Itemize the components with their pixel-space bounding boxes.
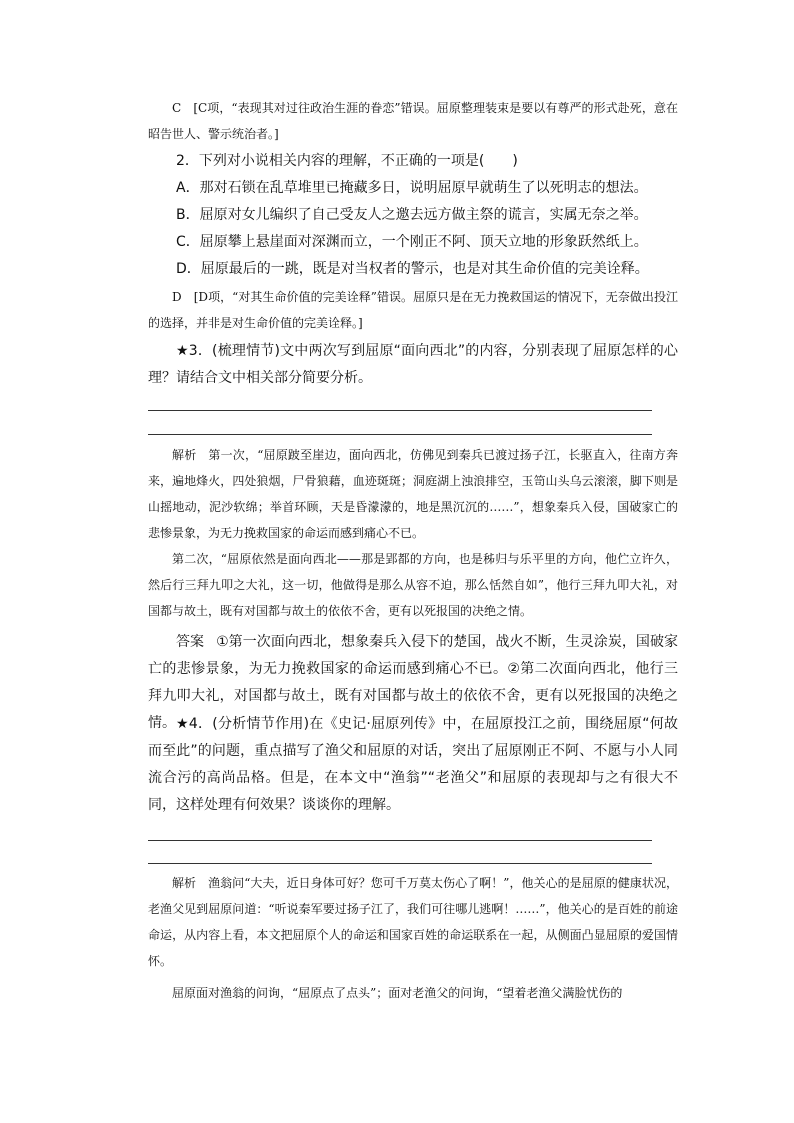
q2-answer-explanation: [D项，“对其生命价值的完美诠释”错误。屈原只是在无力挽救国运的情况下，无奈做出投江的选择，并非是对生命价值的完美诠释。] xyxy=(148,290,678,330)
q4-analysis-text-1: 渔翁问“大夫，近日身体可好？您可千万莫太伤心了啊！”，他关心的是屈原的健康状况，老渔父见到屈原问道：“听说秦军要过扬子江了，我们可往哪儿逃啊！……”，他关心的是百姓的前途命运，从内容上看，本文把屈原个人的命运和国家百姓的命运联系在一起，从侧面凸显屈原的爱国情怀。 xyxy=(148,876,678,968)
analysis-label: 解析 xyxy=(172,448,197,462)
q2-answer-letter: D xyxy=(172,290,182,304)
q3-stem: 3．(梳理情节)文中两次写到屈原“面向西北”的内容，分别表现了屈原怎样的心理？请结合文中相关部分简要分析。 xyxy=(148,343,678,386)
q2-option-b: B．屈原对女儿编织了自己受友人之邀去远方做主祭的谎言，实属无奈之举。 xyxy=(176,207,648,223)
q2-answer-block xyxy=(148,284,678,336)
q4-stem: 4．(分析情节作用)在《史记·屈原列传》中，在屈原投江之前，围绕屈原“何故而至此”的问题，重点描写了渔父和屈原的对话，突出了屈原刚正不阿、不愿与小人同流合污的高尚品格。但是，在本文中“渔翁”“老渔父”和屈原的表现却与之有很大不同，这样处理有何效果？谈谈你的理解。 xyxy=(148,716,678,813)
q3-analysis-1 xyxy=(148,442,678,546)
q3-analysis-text-1: 第一次，“屈原跛至崖边，面向西北，仿佛见到秦兵已渡过扬子江，长驱直入，往南方奔来，遍地烽火，四处狼烟，尸骨狼藉，血迹斑斑；洞庭湖上浊浪排空，玉笥山头乌云滚滚，脚下则是山摇地动，泥沙软绵；举首环顾，天是昏濛濛的，地是黑沉沉的……”，想象秦兵入侵，国破家亡的悲惨景象，为无力挽救国家的命运而感到痛心不已。 xyxy=(148,448,678,540)
answer-line xyxy=(148,410,652,411)
q4-analysis-2: 屈原面对渔翁的问询，“屈原点了点头”；面对老渔父的问询，“望着老渔父满脸忧伤的 xyxy=(172,986,623,1000)
q2-option-c: C．屈原攀上悬崖面对深渊而立，一个刚正不阿、顶天立地的形象跃然纸上。 xyxy=(176,234,648,250)
q2-option-a: A．那对石锁在乱草堆里已掩藏多日，说明屈原早就萌生了以死明志的想法。 xyxy=(176,180,648,196)
answer-line xyxy=(148,863,652,864)
q1-answer-block xyxy=(148,95,678,147)
q1-answer-explanation: [C项，“表现其对过往政治生涯的眷恋”错误。屈原整理装束是要以有尊严的形式赴死，意在昭告世人、警示统治者。] xyxy=(148,101,678,141)
q3-answer: ①第一次面向西北，想象秦兵入侵下的楚国，战火不断，生灵涂炭，国破家亡的悲惨景象，为无力挽救国家的命运而感到痛心不已。②第二次面向西北，他行三拜九叩大礼，对国都与故土，既有对国都与故土的依依不舍，更有以死报国的决绝之情。 xyxy=(148,634,678,731)
star-icon: ★ xyxy=(176,716,189,732)
answer-line xyxy=(148,434,652,435)
q4-stem-block xyxy=(148,711,678,819)
q3-stem-block xyxy=(148,338,678,392)
q4-analysis-1 xyxy=(148,870,678,974)
q2-option-d: D．屈原最后的一跳，既是对当权者的警示，也是对其生命价值的完美诠释。 xyxy=(176,261,649,277)
answer-line xyxy=(148,840,652,841)
q1-answer-letter: C xyxy=(172,101,182,115)
analysis-label: 解析 xyxy=(172,876,197,890)
q3-analysis-2: 第二次，“屈原依然是面向西北——那是郢都的方向，也是秭归与乐平里的方向，他伫立许久，然后行三拜九叩之大礼，这一切，他做得是那么从容不迫，那么恬然自如”，他行三拜九叩大礼，对国都与故土，既有对国都与故土的依依不舍，更有以死报国的决绝之情。 xyxy=(148,552,678,618)
answer-label: 答案 xyxy=(176,634,205,650)
q2-stem: 2．下列对小说相关内容的理解，不正确的一项是( ) xyxy=(176,153,518,169)
star-icon: ★ xyxy=(176,343,189,359)
